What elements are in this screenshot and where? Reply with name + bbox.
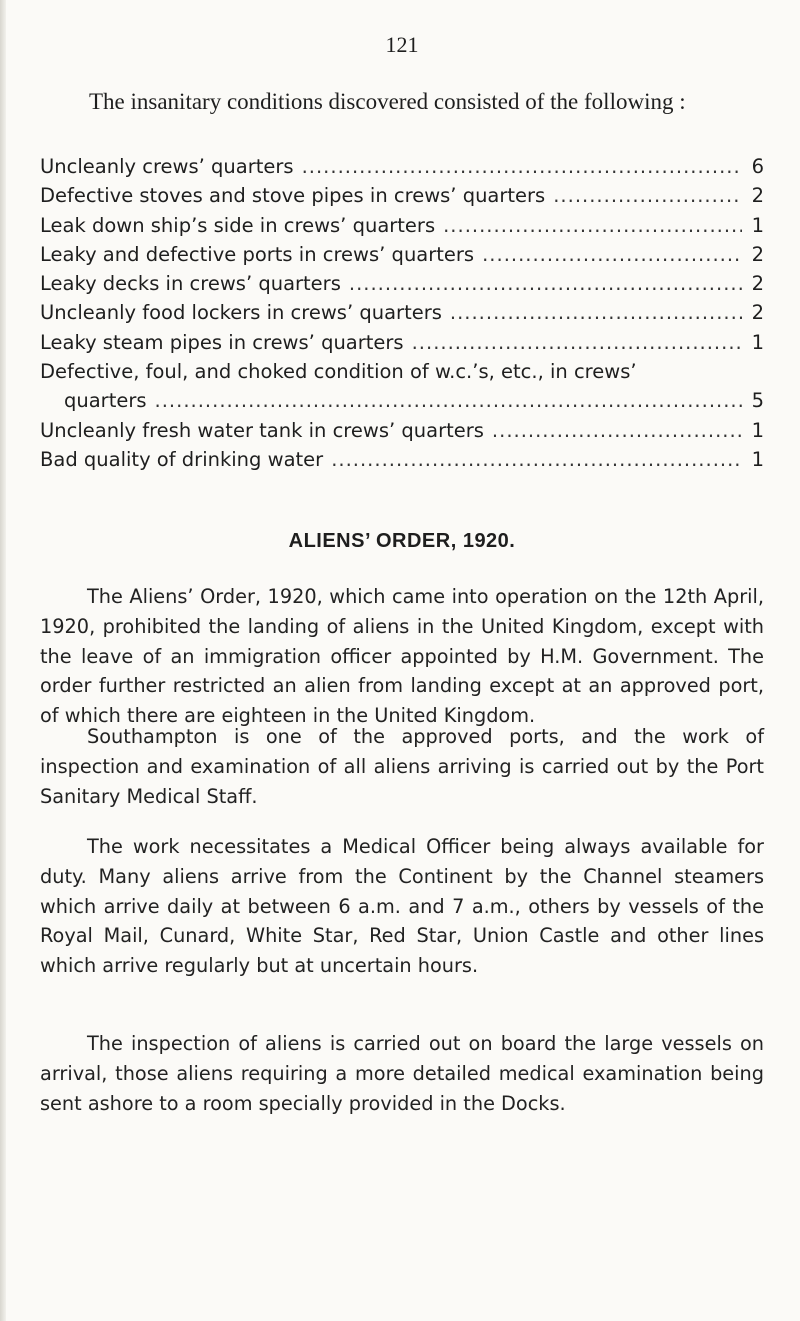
dot-leader: [404, 328, 742, 357]
condition-count: 2: [751, 184, 764, 208]
dot-leader: [294, 152, 742, 181]
section-heading: ALIENS’ ORDER, 1920.: [288, 530, 516, 552]
condition-count: 5: [751, 389, 764, 413]
condition-row: [40, 181, 764, 210]
condition-count: 2: [751, 272, 764, 296]
intro-paragraph: The insanitary conditions discovered consisted of the following :: [89, 89, 686, 114]
page-edge: [0, 0, 6, 1321]
condition-count: 2: [751, 301, 764, 325]
condition-row: [40, 240, 764, 269]
condition-label: Leak down ship’s side in crews’ quarters: [40, 213, 436, 237]
condition-label: Uncleanly crews’ quarters: [40, 155, 294, 178]
body-paragraph: The Aliens’ Order, 1920, which came into operation on the 12th April, 1920, prohibited the landing of aliens in the United Kingdom, except with the leave of an immigration officer appointed by H.M. Government. The order further restricted an alien from landing except at an approved port, of which there are eighteen in the United Kingdom.: [40, 585, 764, 728]
body-paragraph: Southampton is one of the approved ports, and the work of inspection and examination of all aliens arriving is carried out by the Port Sanitary Medical Staff.: [40, 725, 764, 808]
dot-leader: [442, 298, 742, 327]
condition-row: [40, 152, 764, 181]
dot-leader: [341, 269, 742, 298]
condition-row: [40, 298, 764, 327]
condition-label: Defective, foul, and choked condition of w.c.’s, etc., in crews’: [40, 360, 637, 384]
body-paragraph: The work necessitates a Medical Officer being always available for duty. Many aliens arrive from the Continent by the Channel steamers which arrive daily at between 6 a.m. and 7 a.m., others by vessels of the Royal Mail, Cunard, White Star, Red Star, Union Castle and other lines which arrive regularly but at uncertain hours.: [40, 835, 764, 978]
condition-label: Leaky decks in crews’ quarters: [40, 272, 341, 296]
dot-leader: [484, 416, 742, 445]
condition-label: Uncleanly fresh water tank in crews’ quarters: [40, 418, 484, 442]
condition-count: 1: [751, 447, 764, 471]
dot-leader: [147, 386, 742, 415]
condition-label: Defective stoves and stove pipes in crews’ quarters: [40, 184, 546, 208]
condition-label-continued: quarters: [64, 389, 147, 413]
condition-count: 2: [751, 242, 764, 266]
condition-label: Leaky and defective ports in crews’ quarters: [40, 242, 475, 266]
dot-leader: [545, 181, 742, 210]
condition-count: 1: [751, 330, 764, 354]
condition-count: 1: [751, 418, 764, 442]
condition-row: [40, 416, 764, 445]
dot-leader: [323, 445, 742, 474]
condition-label: Bad quality of drinking water: [40, 447, 324, 471]
condition-count: 1: [751, 213, 764, 237]
condition-row: [40, 328, 764, 357]
condition-row: [40, 211, 764, 240]
dot-leader: [435, 211, 742, 240]
document-page: [40, 0, 764, 1321]
dot-leader: [474, 240, 742, 269]
condition-count: 6: [751, 155, 764, 178]
condition-row: [40, 445, 764, 474]
page-number: 121: [385, 32, 419, 57]
condition-row: [40, 357, 764, 416]
conditions-list: [40, 152, 764, 474]
condition-continuation: [40, 386, 764, 415]
condition-label: Uncleanly food lockers in crews’ quarters: [40, 301, 442, 325]
condition-label: Leaky steam pipes in crews’ quarters: [40, 330, 404, 354]
condition-row: [40, 269, 764, 298]
body-paragraph: The inspection of aliens is carried out on board the large vessels on arrival, those aliens requiring a more detailed medical examination being sent ashore to a room specially provided in the Docks.: [40, 1032, 764, 1115]
